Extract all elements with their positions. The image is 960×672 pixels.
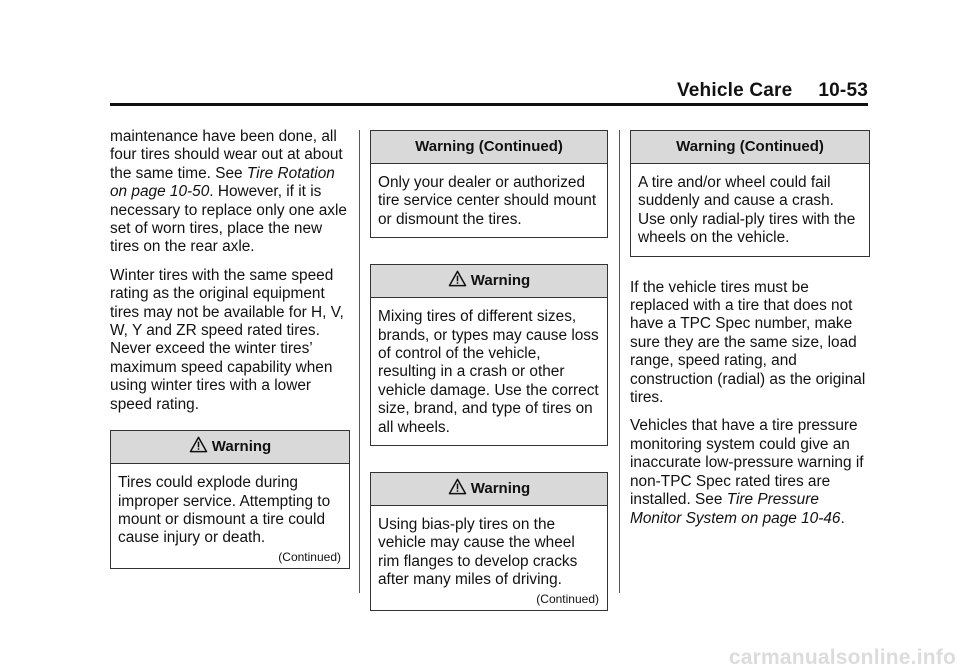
- paragraph-replacement: If the vehicle tires must be replaced with a tire that does not have a TPC Spec number, make sure they are the same size, load range, speed rating, and construction (radial) as the original tires.: [630, 278, 866, 407]
- continued-label: (Continued): [536, 591, 599, 606]
- warning-triangle-icon: [448, 478, 467, 495]
- column-divider-2: [619, 130, 620, 593]
- warning-box-bias-ply: [370, 472, 608, 611]
- warning-header: Warning: [371, 473, 607, 506]
- header-rule: [110, 103, 868, 106]
- paragraph-winter-tires: Winter tires with the same speed rating as the original equipment tires may not be available for H, V, W, Y and ZR speed rated tires. Never exceed the winter tires’ maximum speed capability when using winter tires with a lower speed rating.: [110, 266, 344, 413]
- page-number: 10-53: [818, 80, 868, 101]
- watermark: carmanualsonline.info: [728, 646, 956, 669]
- warning-triangle-icon: [448, 270, 467, 287]
- warning-header: Warning (Continued): [631, 131, 869, 164]
- warning-header: Warning: [111, 431, 349, 464]
- warning-text: A tire and/or wheel could fail suddenly and cause a crash. Use only radial-ply tires with the wheels on the vehicle.: [638, 174, 856, 247]
- paragraph-tpms: Vehicles that have a tire pressure monitoring system could give an inaccurate low-pressure warning if non-TPC Spec rated tires are installed. See Tire Pressure Monitor System on page 10-46.: [630, 417, 864, 527]
- warning-box-explode: [110, 430, 350, 569]
- column-2: [370, 128, 608, 633]
- warning-body: [371, 164, 607, 237]
- page-header: [677, 80, 868, 102]
- warning-header: Warning (Continued): [371, 131, 607, 164]
- paragraph-maintenance: maintenance have been done, all four tires should wear out at about the same time. See Tire Rotation on page 10-50. However, if it is necessary to replace only one axle set of worn tires, place the new tires on the rear axle.: [110, 128, 347, 256]
- warning-body: [371, 298, 607, 445]
- warning-text: Using bias-ply tires on the vehicle may cause the wheel rim flanges to develop cracks after many miles of driving.: [378, 516, 578, 589]
- warning-body: [631, 164, 869, 256]
- column-3: [630, 128, 870, 538]
- warning-text: Tires could explode during improper service. Attempting to mount or dismount a tire could cause injury or death.: [118, 474, 331, 547]
- continued-label: (Continued): [278, 549, 341, 564]
- warning-text: Only your dealer or authorized tire service center should mount or dismount the tires.: [378, 174, 597, 228]
- warning-box-continued: [630, 130, 870, 257]
- column-divider-1: [359, 130, 360, 593]
- column-1: [110, 128, 350, 591]
- warning-text: Mixing tires of different sizes, brands, or types may cause loss of control of the vehicle, resulting in a crash or other vehicle damage. Use the correct size, brand, and type of tires on all wheels.: [378, 308, 599, 436]
- warning-header: Warning: [371, 265, 607, 298]
- warning-box-continued: [370, 130, 608, 238]
- warning-body: [371, 506, 607, 610]
- link-tire-pressure-monitor[interactable]: Tire Pressure Monitor System on page 10-46: [630, 491, 841, 527]
- warning-triangle-icon: [189, 436, 208, 453]
- section-title: Vehicle Care: [676, 80, 793, 101]
- warning-body: [111, 464, 349, 568]
- link-tire-rotation[interactable]: Tire Rotation on page 10-50: [110, 164, 335, 201]
- warning-box-mixing: [370, 264, 608, 446]
